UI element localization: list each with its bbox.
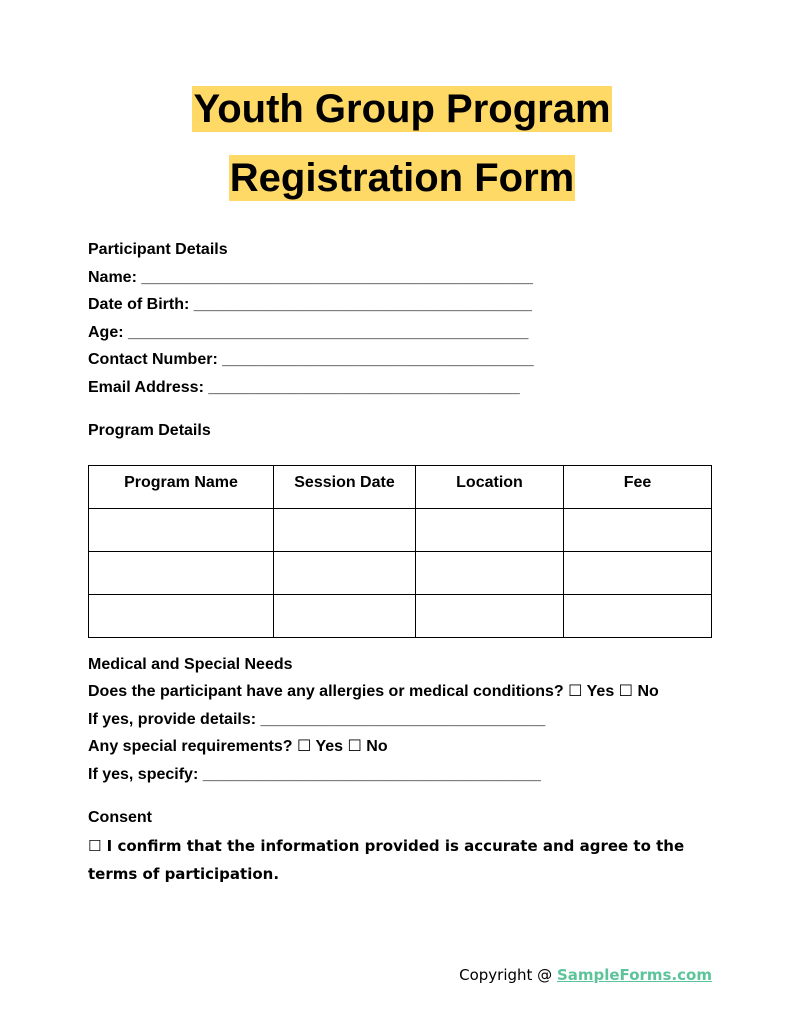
table-header-row xyxy=(89,465,712,508)
contact-number-field[interactable]: Contact Number: ___________________________________ xyxy=(88,351,534,368)
column-header: Program Name xyxy=(89,465,274,508)
copyright-footer xyxy=(459,966,712,984)
table-cell[interactable] xyxy=(274,551,416,594)
table-row xyxy=(89,594,712,637)
table-cell[interactable] xyxy=(564,508,712,551)
title-line-1: Youth Group Program xyxy=(193,87,611,131)
column-header: Session Date xyxy=(274,465,416,508)
age-field[interactable]: Age: _____________________________________________ xyxy=(88,323,529,341)
name-field[interactable]: Name: ____________________________________________ xyxy=(88,268,533,286)
program-heading: Program Details xyxy=(88,422,211,439)
table-cell[interactable] xyxy=(416,508,564,551)
allergy-details-field[interactable]: If yes, provide details: ________________________________ xyxy=(88,710,546,728)
table-cell[interactable] xyxy=(564,594,712,637)
table-cell[interactable] xyxy=(89,551,274,594)
email-field[interactable]: Email Address: ___________________________________ xyxy=(88,378,520,396)
table-cell[interactable] xyxy=(89,594,274,637)
table-cell[interactable] xyxy=(274,508,416,551)
specify-field[interactable]: If yes, specify: ______________________________________ xyxy=(88,765,541,783)
participant-heading: Participant Details xyxy=(88,241,228,258)
allergies-question[interactable]: Does the participant have any allergies or medical conditions? ☐ Yes ☐ No xyxy=(88,683,659,700)
table-row xyxy=(89,508,712,551)
copyright-prefix: Copyright @ xyxy=(459,966,557,984)
title-line-2: Registration Form xyxy=(229,156,575,200)
special-requirements-question[interactable]: Any special requirements? ☐ Yes ☐ No xyxy=(88,738,388,755)
table-cell[interactable] xyxy=(89,508,274,551)
form-title xyxy=(0,86,804,201)
dob-field[interactable]: Date of Birth: ______________________________________ xyxy=(88,296,532,313)
table-cell[interactable] xyxy=(274,594,416,637)
table-cell[interactable] xyxy=(416,551,564,594)
sampleforms-link[interactable]: SampleForms.com xyxy=(556,966,712,984)
form-body xyxy=(88,236,712,888)
consent-heading: Consent xyxy=(88,809,152,826)
table-row xyxy=(89,551,712,594)
consent-checkbox-text[interactable]: ☐ I confirm that the information provided is accurate and agree to the terms of participation. xyxy=(88,836,685,883)
column-header: Location xyxy=(416,465,564,508)
table-cell[interactable] xyxy=(564,551,712,594)
column-header: Fee xyxy=(564,465,712,508)
program-table xyxy=(88,465,712,638)
medical-heading: Medical and Special Needs xyxy=(88,655,293,673)
table-cell[interactable] xyxy=(416,594,564,637)
